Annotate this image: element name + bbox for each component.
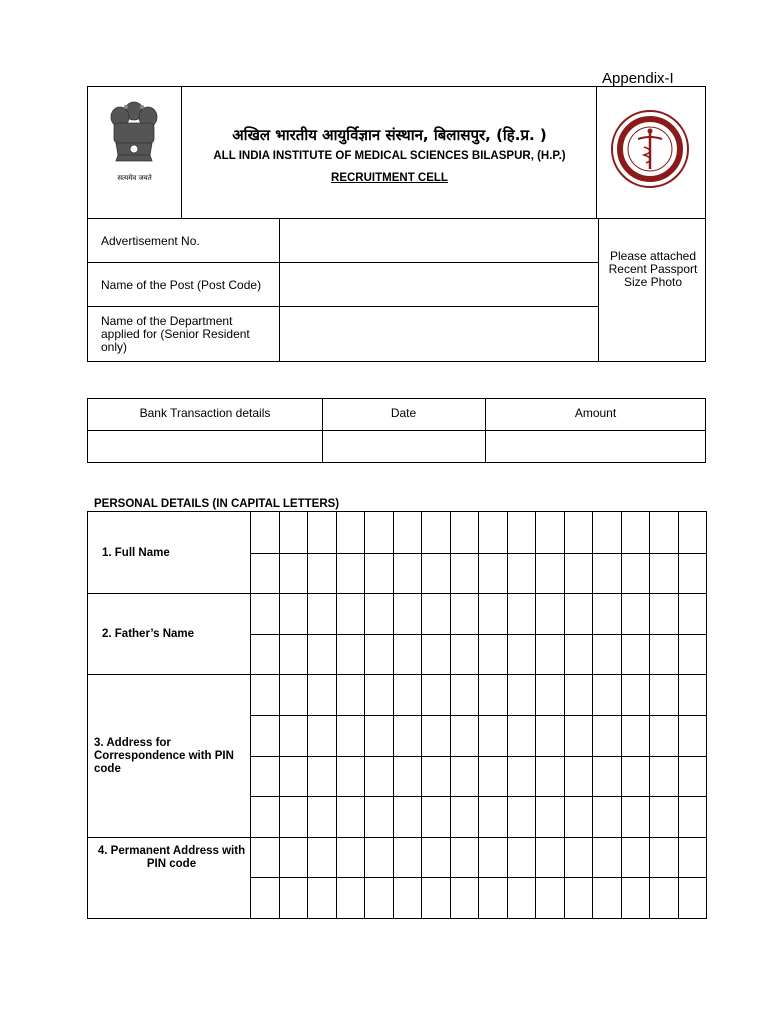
character-box[interactable] bbox=[565, 513, 592, 552]
character-box[interactable] bbox=[280, 838, 307, 877]
character-box[interactable] bbox=[479, 594, 506, 633]
character-box[interactable] bbox=[394, 797, 421, 836]
character-box[interactable] bbox=[593, 716, 620, 755]
character-box[interactable] bbox=[337, 675, 364, 714]
advertisement-section bbox=[87, 218, 706, 362]
character-box[interactable] bbox=[508, 513, 535, 552]
correspondence-address-label: 3. Address for Correspondence with PIN code bbox=[94, 737, 234, 775]
character-box[interactable] bbox=[422, 594, 449, 633]
bank-transaction-table bbox=[87, 398, 706, 463]
character-box[interactable] bbox=[422, 757, 449, 796]
character-box[interactable] bbox=[508, 675, 535, 714]
date-header: Date bbox=[390, 406, 417, 420]
character-box[interactable] bbox=[593, 513, 620, 552]
character-box[interactable] bbox=[650, 594, 677, 633]
permanent-address-label: 4. Permanent Address with PIN code bbox=[97, 845, 246, 870]
character-box[interactable] bbox=[451, 878, 478, 917]
form-header bbox=[87, 86, 706, 219]
character-box[interactable] bbox=[508, 838, 535, 877]
character-box[interactable] bbox=[251, 675, 278, 714]
logo-cell bbox=[596, 87, 705, 218]
character-box[interactable] bbox=[337, 878, 364, 917]
character-box[interactable] bbox=[308, 797, 335, 836]
character-box[interactable] bbox=[565, 878, 592, 917]
emblem-cell bbox=[88, 87, 182, 218]
character-box[interactable] bbox=[394, 554, 421, 593]
character-box[interactable] bbox=[593, 757, 620, 796]
character-box[interactable] bbox=[365, 838, 392, 877]
character-box[interactable] bbox=[337, 757, 364, 796]
character-box[interactable] bbox=[565, 838, 592, 877]
character-box[interactable] bbox=[308, 513, 335, 552]
character-box[interactable] bbox=[508, 878, 535, 917]
character-box[interactable] bbox=[251, 716, 278, 755]
character-box[interactable] bbox=[394, 675, 421, 714]
character-box[interactable] bbox=[593, 878, 620, 917]
character-box[interactable] bbox=[451, 797, 478, 836]
character-box[interactable] bbox=[251, 838, 278, 877]
character-box[interactable] bbox=[650, 838, 677, 877]
character-box[interactable] bbox=[337, 635, 364, 674]
character-box[interactable] bbox=[536, 757, 563, 796]
character-box[interactable] bbox=[451, 554, 478, 593]
character-box[interactable] bbox=[593, 594, 620, 633]
character-box[interactable] bbox=[622, 838, 649, 877]
character-box[interactable] bbox=[479, 716, 506, 755]
character-box[interactable] bbox=[365, 675, 392, 714]
character-box[interactable] bbox=[479, 797, 506, 836]
character-box[interactable] bbox=[593, 838, 620, 877]
character-box[interactable] bbox=[479, 878, 506, 917]
character-box[interactable] bbox=[536, 594, 563, 633]
character-box[interactable] bbox=[565, 675, 592, 714]
character-box[interactable] bbox=[394, 878, 421, 917]
character-box[interactable] bbox=[593, 554, 620, 593]
character-box[interactable] bbox=[451, 716, 478, 755]
character-box[interactable] bbox=[422, 838, 449, 877]
character-box[interactable] bbox=[593, 675, 620, 714]
character-box[interactable] bbox=[565, 594, 592, 633]
character-box[interactable] bbox=[650, 554, 677, 593]
amount-header: Amount bbox=[574, 406, 617, 420]
character-box[interactable] bbox=[650, 716, 677, 755]
character-box[interactable] bbox=[308, 838, 335, 877]
character-box[interactable] bbox=[365, 716, 392, 755]
character-box[interactable] bbox=[593, 797, 620, 836]
character-box[interactable] bbox=[394, 716, 421, 755]
character-box[interactable] bbox=[422, 675, 449, 714]
character-box[interactable] bbox=[280, 757, 307, 796]
character-box[interactable] bbox=[394, 838, 421, 877]
full-name-label: 1. Full Name bbox=[102, 547, 170, 559]
character-box[interactable] bbox=[479, 675, 506, 714]
character-box[interactable] bbox=[394, 635, 421, 674]
character-box[interactable] bbox=[394, 594, 421, 633]
character-box[interactable] bbox=[622, 878, 649, 917]
character-box[interactable] bbox=[308, 716, 335, 755]
character-box[interactable] bbox=[508, 635, 535, 674]
character-box[interactable] bbox=[251, 594, 278, 633]
character-box[interactable] bbox=[308, 878, 335, 917]
character-box[interactable] bbox=[365, 554, 392, 593]
character-box[interactable] bbox=[251, 878, 278, 917]
character-box[interactable] bbox=[451, 675, 478, 714]
character-box[interactable] bbox=[479, 513, 506, 552]
character-box[interactable] bbox=[508, 797, 535, 836]
character-box[interactable] bbox=[422, 716, 449, 755]
character-box[interactable] bbox=[422, 513, 449, 552]
character-box[interactable] bbox=[280, 513, 307, 552]
character-box[interactable] bbox=[479, 757, 506, 796]
character-box[interactable] bbox=[650, 878, 677, 917]
character-box[interactable] bbox=[536, 716, 563, 755]
character-box[interactable] bbox=[451, 635, 478, 674]
character-box[interactable] bbox=[536, 878, 563, 917]
character-box[interactable] bbox=[508, 554, 535, 593]
character-box[interactable] bbox=[280, 554, 307, 593]
character-box[interactable] bbox=[622, 513, 649, 552]
character-box[interactable] bbox=[451, 838, 478, 877]
department-label: Name of the Department applied for (Senior Resident only) bbox=[101, 314, 250, 354]
character-box[interactable] bbox=[679, 554, 706, 593]
character-box[interactable] bbox=[650, 635, 677, 674]
institute-title-hindi: अखिल भारतीय आयुर्विज्ञान संस्थान, बिलासपुर, (हि.प्र. ) bbox=[232, 126, 547, 144]
character-box[interactable] bbox=[565, 635, 592, 674]
character-box[interactable] bbox=[365, 797, 392, 836]
character-box[interactable] bbox=[365, 594, 392, 633]
character-box[interactable] bbox=[679, 878, 706, 917]
character-box[interactable] bbox=[622, 675, 649, 714]
character-box[interactable] bbox=[622, 635, 649, 674]
character-box[interactable] bbox=[251, 554, 278, 593]
bank-transaction-header: Bank Transaction details bbox=[139, 406, 271, 420]
character-box[interactable] bbox=[280, 716, 307, 755]
character-box[interactable] bbox=[251, 513, 278, 552]
character-box[interactable] bbox=[679, 797, 706, 836]
character-box[interactable] bbox=[479, 838, 506, 877]
character-box[interactable] bbox=[622, 594, 649, 633]
character-box[interactable] bbox=[536, 797, 563, 836]
character-box[interactable] bbox=[679, 757, 706, 796]
character-box[interactable] bbox=[622, 716, 649, 755]
character-box[interactable] bbox=[679, 594, 706, 633]
character-box[interactable] bbox=[308, 594, 335, 633]
character-box[interactable] bbox=[536, 838, 563, 877]
character-box[interactable] bbox=[251, 757, 278, 796]
character-box[interactable] bbox=[422, 878, 449, 917]
character-box[interactable] bbox=[593, 635, 620, 674]
character-box[interactable] bbox=[280, 635, 307, 674]
character-box[interactable] bbox=[337, 513, 364, 552]
character-box[interactable] bbox=[650, 757, 677, 796]
recruitment-cell-title: RECRUITMENT CELL bbox=[331, 172, 448, 184]
character-box[interactable] bbox=[422, 797, 449, 836]
character-box[interactable] bbox=[565, 797, 592, 836]
character-box[interactable] bbox=[622, 797, 649, 836]
character-box[interactable] bbox=[365, 878, 392, 917]
character-box[interactable] bbox=[280, 878, 307, 917]
aiims-logo-icon bbox=[610, 109, 690, 189]
character-box[interactable] bbox=[479, 554, 506, 593]
character-box[interactable] bbox=[280, 594, 307, 633]
character-box[interactable] bbox=[479, 635, 506, 674]
character-box[interactable] bbox=[394, 757, 421, 796]
personal-details-title: PERSONAL DETAILS (IN CAPITAL LETTERS) bbox=[94, 498, 340, 510]
character-box[interactable] bbox=[650, 797, 677, 836]
character-box[interactable] bbox=[422, 554, 449, 593]
character-box[interactable] bbox=[308, 635, 335, 674]
fathers-name-label: 2. Father’s Name bbox=[102, 628, 195, 640]
character-box[interactable] bbox=[451, 513, 478, 552]
personal-details-grid bbox=[87, 511, 707, 919]
character-box[interactable] bbox=[365, 635, 392, 674]
character-box[interactable] bbox=[508, 594, 535, 633]
character-box[interactable] bbox=[679, 513, 706, 552]
character-box[interactable] bbox=[508, 757, 535, 796]
character-box[interactable] bbox=[308, 757, 335, 796]
character-box[interactable] bbox=[536, 675, 563, 714]
character-box[interactable] bbox=[679, 716, 706, 755]
character-box[interactable] bbox=[536, 513, 563, 552]
character-box[interactable] bbox=[308, 675, 335, 714]
character-box[interactable] bbox=[337, 797, 364, 836]
character-box[interactable] bbox=[679, 675, 706, 714]
character-box[interactable] bbox=[565, 554, 592, 593]
character-box[interactable] bbox=[308, 554, 335, 593]
emblem-caption: सत्यमेव जयते bbox=[117, 174, 152, 182]
character-box[interactable] bbox=[280, 797, 307, 836]
character-box[interactable] bbox=[650, 675, 677, 714]
character-box[interactable] bbox=[337, 554, 364, 593]
character-box[interactable] bbox=[622, 554, 649, 593]
character-box[interactable] bbox=[508, 716, 535, 755]
character-box[interactable] bbox=[565, 757, 592, 796]
character-box[interactable] bbox=[679, 838, 706, 877]
character-box[interactable] bbox=[337, 838, 364, 877]
character-box[interactable] bbox=[679, 635, 706, 674]
character-box[interactable] bbox=[565, 716, 592, 755]
character-box[interactable] bbox=[422, 635, 449, 674]
character-box[interactable] bbox=[337, 716, 364, 755]
character-box[interactable] bbox=[650, 513, 677, 552]
character-box[interactable] bbox=[451, 594, 478, 633]
character-box[interactable] bbox=[365, 757, 392, 796]
character-box[interactable] bbox=[337, 594, 364, 633]
institute-title-english: ALL INDIA INSTITUTE OF MEDICAL SCIENCES BILASPUR, (H.P.) bbox=[213, 150, 566, 162]
appendix-label: Appendix-I bbox=[602, 70, 674, 87]
national-emblem-icon bbox=[102, 97, 166, 173]
advertisement-no-label: Advertisement No. bbox=[101, 234, 200, 248]
character-box[interactable] bbox=[536, 635, 563, 674]
character-box[interactable] bbox=[365, 513, 392, 552]
character-box[interactable] bbox=[251, 797, 278, 836]
character-box[interactable] bbox=[451, 757, 478, 796]
character-box[interactable] bbox=[280, 675, 307, 714]
character-box[interactable] bbox=[622, 757, 649, 796]
character-box[interactable] bbox=[394, 513, 421, 552]
post-name-label: Name of the Post (Post Code) bbox=[101, 278, 262, 292]
photo-placeholder[interactable]: Please attached Recent Passport Size Photo bbox=[608, 249, 698, 289]
character-box[interactable] bbox=[536, 554, 563, 593]
character-box[interactable] bbox=[251, 635, 278, 674]
